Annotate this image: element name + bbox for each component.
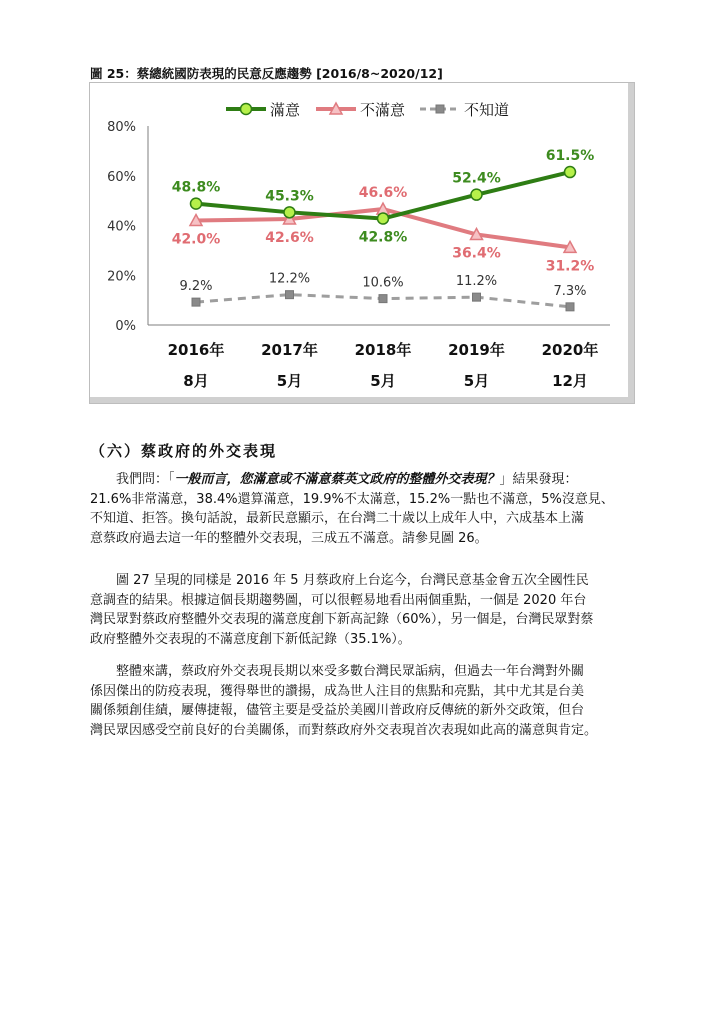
chart-container (89, 82, 635, 404)
y-tick-label: 40% (107, 219, 136, 235)
data-label: 10.6% (362, 275, 404, 291)
data-label: 42.8% (358, 229, 408, 246)
data-point-2 (379, 295, 387, 303)
legend-label: 滿意 (270, 101, 301, 119)
data-label: 42.0% (171, 231, 221, 248)
x-tick-year: 2017年 (261, 341, 318, 359)
paragraph-line: 政府整體外交表現的不滿意度創下新低記錄（35.1%）。 (90, 631, 411, 647)
y-tick-label: 80% (107, 120, 136, 135)
paragraph-line: 21.6%非常滿意，38.4%還算滿意，19.9%不太滿意，15.2%一點也不滿意，5%沒意見、 (90, 491, 614, 507)
paragraph-1 (90, 470, 646, 548)
paragraph-line: 不知道、拒答。換句話說，最新民意顯示，在台灣二十歲以上成年人中，六成基本上滿 (90, 511, 585, 526)
data-label: 46.6% (358, 185, 408, 202)
x-tick-year: 2016年 (167, 341, 225, 359)
paragraph-2 (90, 571, 646, 649)
paragraph-line: 我們問：「一般而言，您滿意或不滿意蔡英文政府的整體外交表現？」結果發現： (116, 472, 578, 487)
figure-caption: 圖 25：蔡總統國防表現的民意反應趨勢 [2016/8~2020/12] (90, 66, 443, 81)
data-label: 31.2% (545, 258, 595, 275)
data-point-2 (473, 293, 481, 301)
data-point-0 (191, 198, 202, 209)
data-point-0 (471, 189, 482, 200)
x-tick-month: 5月 (463, 372, 490, 390)
paragraph-3 (90, 662, 646, 740)
y-tick-label: 20% (107, 269, 136, 285)
data-label: 11.2% (455, 274, 498, 290)
x-tick-month: 12月 (552, 372, 588, 390)
paragraph-line: 圖 27 呈現的同樣是 2016 年 5 月蔡政府上台迄今，台灣民意基金會五次全國性民 (116, 573, 589, 588)
data-label: 61.5% (545, 148, 595, 165)
data-point-0 (565, 167, 576, 178)
paragraph-line: 意蔡政府過去這一年的整體外交表現，三成五不滿意。請參見圖 26。 (90, 530, 488, 546)
legend-marker-2 (436, 105, 444, 113)
x-tick-month: 8月 (183, 372, 209, 390)
data-label: 12.2% (268, 271, 311, 287)
data-point-2 (566, 303, 574, 311)
x-tick-year: 2018年 (354, 341, 412, 359)
data-label: 45.3% (265, 188, 314, 205)
data-point-0 (378, 213, 389, 224)
paragraph-line: 整體來講，蔡政府外交表現長期以來受多數台灣民眾詬病，但過去一年台灣對外關 (116, 664, 585, 679)
legend-label: 不滿意 (360, 101, 406, 119)
data-label: 36.4% (452, 245, 501, 262)
data-label: 52.4% (452, 170, 501, 187)
data-label: 48.8% (171, 179, 221, 196)
data-point-0 (284, 207, 295, 218)
x-tick-month: 5月 (370, 372, 396, 390)
paragraph-line: 係因傑出的防疫表現，獲得舉世的讚揚，成為世人注目的焦點和亮點，其中尤其是台美 (90, 683, 585, 699)
data-label: 7.3% (553, 283, 587, 299)
x-tick-year: 2020年 (541, 341, 599, 359)
paragraph-line: 關係頻創佳績，屢傳捷報，儘管主要是受益於美國川普政府反傳統的新外交政策，但台 (90, 703, 585, 718)
paragraph-line: 灣民眾因感受空前良好的台美關係，而對蔡政府外交表現首次表現如此高的滿意與肯定。 (90, 722, 598, 738)
x-tick-year: 2019年 (448, 341, 505, 359)
legend-label: 不知道 (464, 101, 510, 119)
survey-question: 一般而言，您滿意或不滿意蔡英文政府的整體外交表現？ (174, 472, 500, 487)
data-label: 9.2% (179, 279, 213, 295)
data-point-2 (286, 291, 294, 299)
data-label: 42.6% (265, 230, 314, 247)
line-chart (90, 83, 634, 403)
data-point-2 (192, 298, 200, 306)
paragraph-line: 意調查的結果。根據這個長期趨勢圖，可以很輕易地看出兩個重點，一個是 2020 年台 (90, 592, 587, 608)
paragraph-line: 灣民眾對蔡政府整體外交表現的滿意度創下新高記錄（60%），另一個是，台灣民眾對蔡 (90, 612, 594, 627)
y-tick-label: 60% (107, 169, 136, 185)
x-tick-month: 5月 (276, 372, 303, 390)
legend-marker-0 (241, 104, 252, 115)
section-title: （六）蔡政府的外交表現 (90, 442, 278, 460)
y-tick-label: 0% (115, 319, 136, 334)
